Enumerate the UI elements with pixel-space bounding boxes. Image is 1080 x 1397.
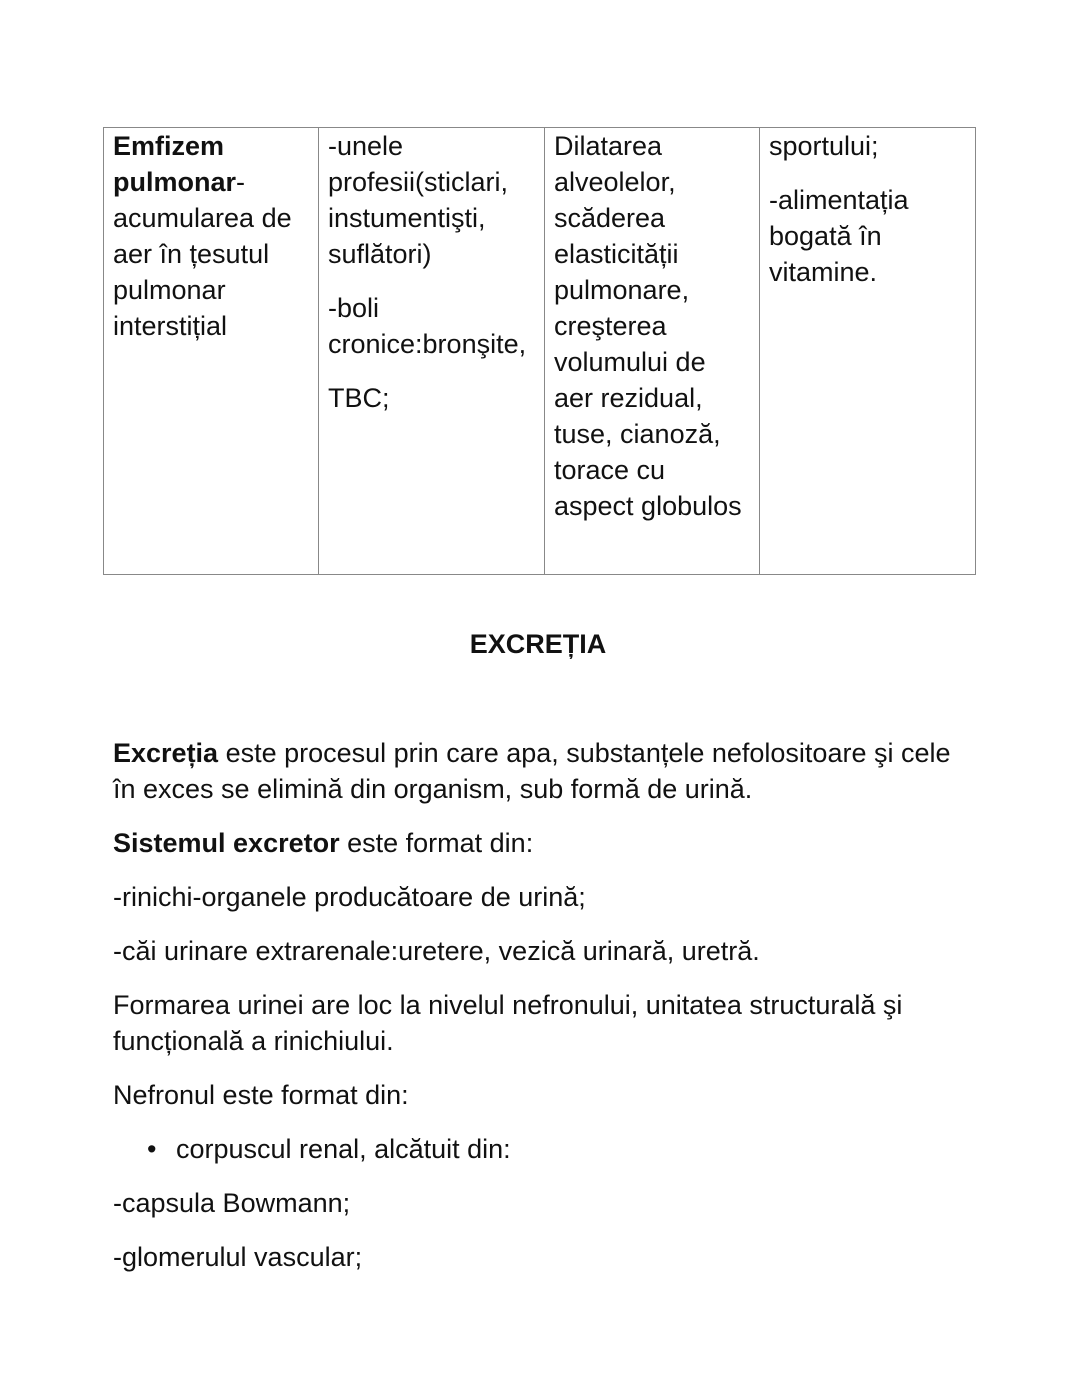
cause-item: -unele profesii(sticlari, instumentişti, suflători) [328,131,509,269]
paragraph [113,825,973,861]
paragraph [113,735,973,807]
disease-term: Emfizem pulmonar [113,131,237,197]
paragraph: Nefronul este format din: [113,1080,409,1110]
paragraph: Formarea urinei are loc la nivelul nefronului, unitatea structurală şi funcțională a rinichiului. [113,990,903,1056]
paragraph: -glomerulul vascular; [113,1242,363,1272]
prevention-item: sportului; [769,131,879,161]
paragraph: -capsula Bowmann; [113,1188,351,1218]
symptoms-cell [545,128,760,575]
bold-term: Sistemul excretor [113,828,340,858]
bullet-item [113,1131,973,1167]
bullet-text: corpuscul renal, alcătuit din: [176,1134,511,1164]
prevention-item: -alimentația bogată în vitamine. [769,185,909,287]
bullet-icon: • [147,1134,157,1164]
document-body [113,735,973,1293]
symptoms-text: Dilatarea alveolelor, scăderea elasticității pulmonare, creşterea volumului de aer rezidual, tuse, cianoză, torace cu aspect globulos [554,131,742,521]
disease-cell [104,128,319,575]
prevention-cell [760,128,976,575]
paragraph: -rinichi-organele producătoare de urină; [113,882,586,912]
cause-item: -boli cronice:bronşite, [328,293,527,359]
paragraph: -căi urinare extrarenale:uretere, vezică urinară, uretră. [113,936,760,966]
paragraph-text: este procesul prin care apa, substanțele nefolositoare şi cele în exces se elimină din organism, sub formă de urină. [113,738,951,804]
causes-cell [319,128,545,575]
table-row [104,128,976,575]
cause-item: TBC; [328,383,390,413]
disease-table [103,127,976,575]
bold-term: Excreția [113,738,219,768]
section-title: EXCREȚIA [469,629,607,659]
paragraph-text: este format din: [339,828,534,858]
disease-definition: -acumularea de aer în țesutul pulmonar interstițial [113,167,292,341]
